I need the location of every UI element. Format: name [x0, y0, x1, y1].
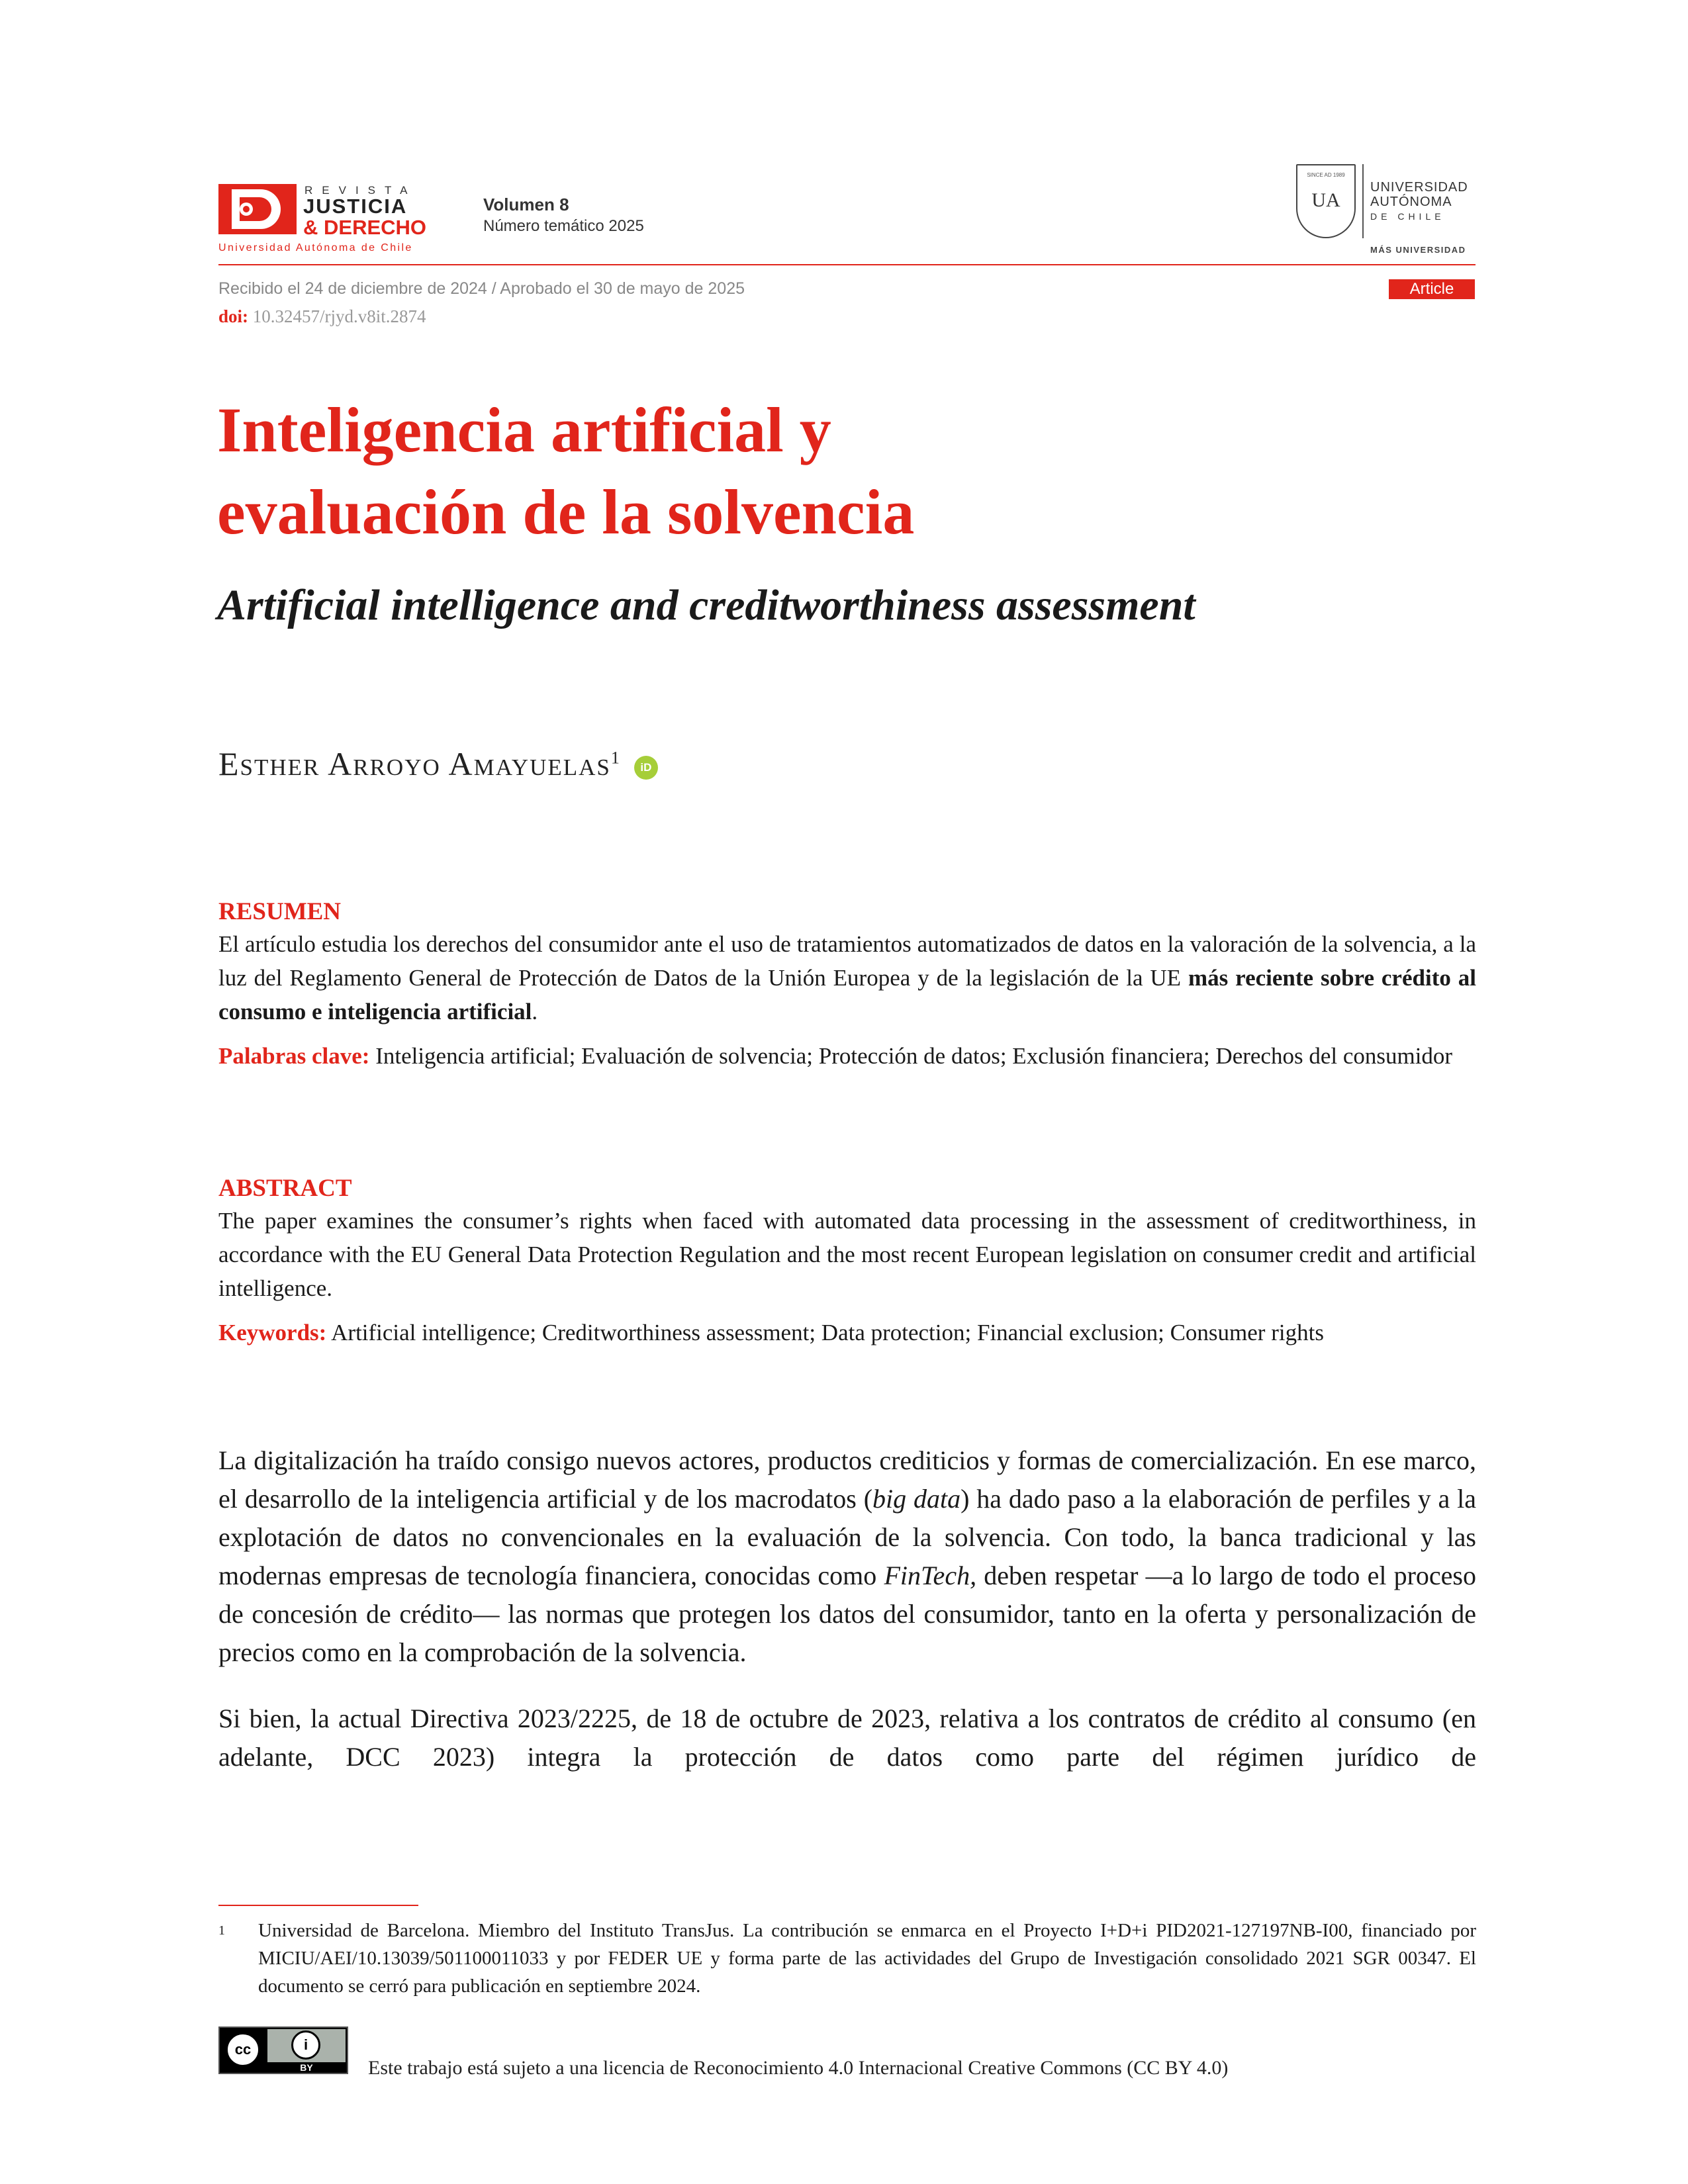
- issue-label: Número temático 2025: [483, 217, 644, 235]
- footnote-divider: [218, 1905, 418, 1906]
- university-name-line1: UNIVERSIDAD: [1370, 180, 1468, 195]
- resumen-keywords-label: Palabras clave:: [218, 1043, 370, 1069]
- body-p1-a: La digitalización ha traído consigo nuevos actores, productos crediticios y formas de comercialización. En ese marco, el desarrollo de la inteligencia artificial y de los macrodatos (: [218, 1445, 1476, 1514]
- header-divider: [218, 264, 1476, 265]
- body-p1-c: deben respetar —a lo largo de todo el proceso de concesión de crédito— las normas que protegen los datos del consumidor, tanto en la oferta y personalización de precios como en la comprobación de la solvencia.: [218, 1561, 1476, 1667]
- university-name: [1370, 180, 1468, 224]
- article-title: [217, 389, 1475, 553]
- footnote-text: Universidad de Barcelona. Miembro del Instituto TransJus. La contribución se enmarca en el Proyecto I+D+i PID2021-127197NB-I00, financiado por MICIU/AEI/10.13039/501100011033 y por FEDER UE y forma parte de las actividades del Grupo de Investigación consolidado 2021 SGR 00347. El documento se cerró para publicación en septiembre 2024.: [258, 1920, 1476, 1997]
- resumen-text-start: El artículo estudia los derechos del consumidor ante el uso de tratamientos automatizados de datos en la valoración de la solvencia, a la luz del Reglamento General de Protección de Datos de la Unión Europea y de la legislación de la UE: [218, 931, 1476, 991]
- journal-logo-university: Universidad Autónoma de Chile: [218, 242, 413, 253]
- body-p1-italic-1: big data: [872, 1484, 961, 1514]
- license-text: Este trabajo está sujeto a una licencia de Reconocimiento 4.0 Internacional Creative Commons (CC BY 4.0): [368, 2057, 1229, 2079]
- resumen-text-end: .: [532, 999, 538, 1024]
- resumen-text-bold: más reciente sobre crédito al consumo e inteligencia artificial: [218, 965, 1476, 1024]
- resumen-keywords-list: Inteligencia artificial; Evaluación de solvencia; Protección de datos; Exclusión financiera; Derechos del consumidor: [369, 1043, 1453, 1069]
- cc-icon: cc: [225, 2032, 261, 2068]
- body-paragraph-2: Si bien, la actual Directiva 2023/2225, de 18 de octubre de 2023, relativa a los contratos de crédito al consumo (en adelante, DCC 2023) integra la protección de datos como parte del régimen jurídico de: [218, 1704, 1476, 1772]
- doi-label: doi:: [218, 306, 249, 326]
- author-name: Esther Arroyo Amayuelas: [218, 745, 611, 782]
- resumen-section: [218, 897, 1476, 1073]
- by-panel: [267, 2029, 346, 2062]
- abstract-keywords-list: Artificial intelligence; Creditworthiness assessment; Data protection; Financial exclusion; Consumer rights: [326, 1320, 1324, 1345]
- university-name-line2: AUTÓNOMA: [1370, 195, 1452, 209]
- journal-logo-derecho: & DERECHO: [303, 216, 427, 239]
- university-seal-top: SINCE AD 1989: [1307, 172, 1345, 178]
- abstract-text: The paper examines the consumer’s rights when faced with automated data processing in the assessment of creditworthiness, in accordance with the EU General Data Protection Regulation and the most recent European legislation on consumer credit and artificial intelligence.: [218, 1208, 1476, 1301]
- attribution-person-icon: i: [291, 2030, 320, 2060]
- by-label: BY: [300, 2062, 313, 2073]
- body-p1-italic-2: FinTech,: [884, 1561, 977, 1590]
- body-paragraph-1: [218, 1441, 1476, 1672]
- resumen-text: [218, 927, 1476, 1028]
- university-seal-text: UA: [1311, 189, 1340, 211]
- body-text: [218, 1441, 1476, 1804]
- journal-logo-justicia: JUSTICIA: [303, 195, 408, 218]
- article-type-badge: Article: [1389, 279, 1475, 299]
- footnote-number: 1: [218, 1923, 225, 1938]
- university-name-line3: DE CHILE: [1370, 211, 1445, 222]
- abstract-heading: ABSTRACT: [218, 1175, 352, 1202]
- journal-logo-revista: REVISTA: [305, 184, 417, 197]
- footnote: [218, 1917, 1476, 2000]
- abstract-keywords: [218, 1316, 1476, 1349]
- volume-label: Volumen 8: [483, 195, 569, 214]
- received-dates: Recibido el 24 de diciembre de 2024 / Aprobado el 30 de mayo de 2025: [218, 279, 745, 298]
- article-subtitle: Artificial intelligence and creditworthiness assessment: [217, 581, 1196, 629]
- body-p1-b: ) ha dado paso a la elaboración de perfiles y a la explotación de datos no convencionales en la evaluación de la solvencia. Con todo, la banca tradicional y las modernas empresas de tecnología financiera, conocidas como: [218, 1484, 1477, 1590]
- university-logo-divider: [1362, 164, 1364, 238]
- author-footnote-mark[interactable]: 1: [610, 748, 621, 768]
- article-title-line2: evaluación de la solvencia: [217, 477, 915, 547]
- university-logo: [1296, 164, 1475, 257]
- journal-logo: [218, 184, 444, 258]
- university-tagline: MÁS UNIVERSIDAD: [1370, 245, 1466, 255]
- cc-by-license-icon[interactable]: [218, 2026, 348, 2074]
- abstract-section: [218, 1173, 1476, 1349]
- volume-block: [483, 193, 644, 237]
- doi-line: [218, 306, 426, 327]
- abstract-keywords-label: Keywords:: [218, 1320, 327, 1345]
- doi-link[interactable]: 10.32457/rjyd.v8it.2874: [252, 306, 426, 326]
- article-title-line1: Inteligencia artificial y: [217, 394, 831, 465]
- author-line: [218, 745, 658, 783]
- resumen-keywords: [218, 1039, 1476, 1073]
- orcid-icon[interactable]: iD: [634, 756, 658, 780]
- journal-logo-mark-icon: [218, 184, 297, 234]
- resumen-heading: RESUMEN: [218, 898, 342, 925]
- university-seal-icon: [1296, 164, 1356, 238]
